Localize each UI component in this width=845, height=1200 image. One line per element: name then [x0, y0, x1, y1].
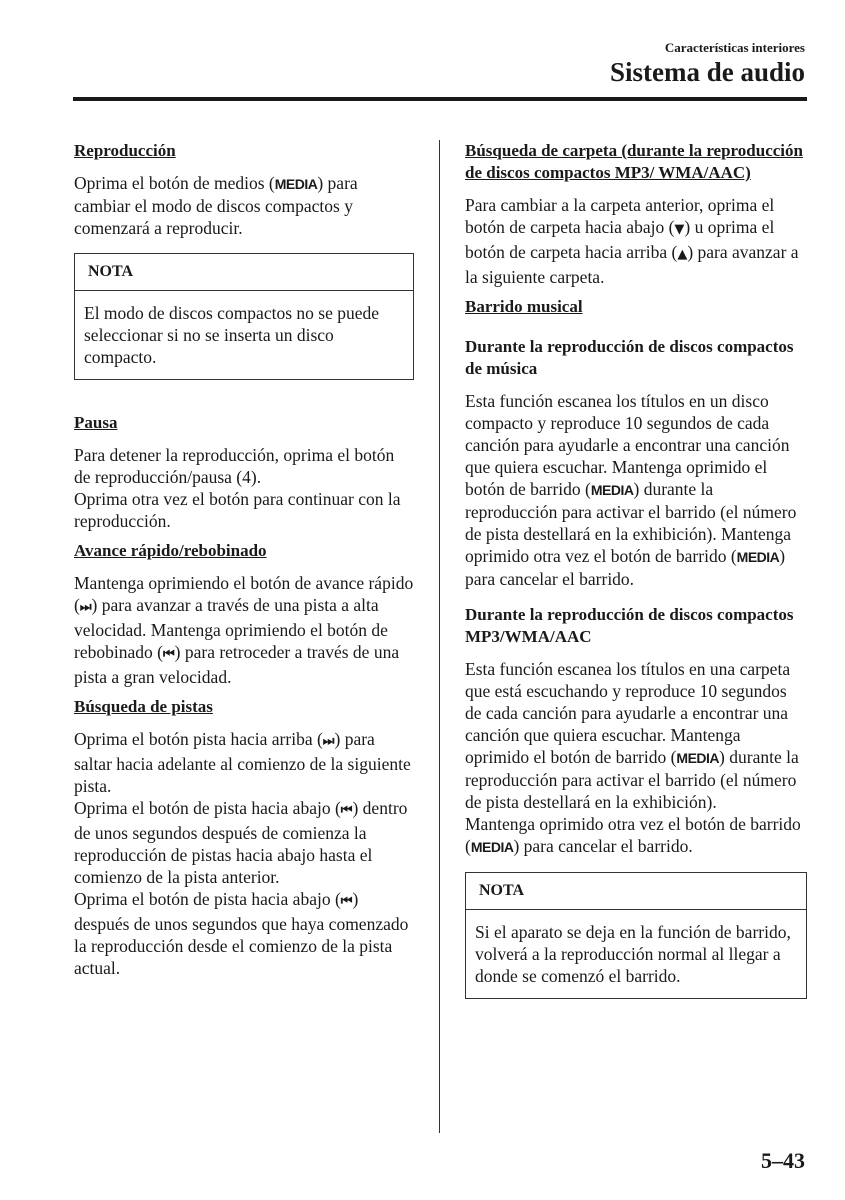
- subheading-cd-musica: Durante la reproducción de discos compactos de música: [465, 337, 794, 378]
- note-text: Si el aparato se deja en la función de barrido, volverá a la reproducción normal al llegar a donde se comenzó el barrido.: [475, 922, 791, 986]
- note-label: NOTA: [75, 254, 413, 291]
- prev-track-icon: ⏮: [162, 647, 175, 662]
- column-divider: [439, 140, 440, 1133]
- media-button-symbol: MEDIA: [470, 839, 514, 855]
- busqueda-text-2: Oprima el botón de pista hacia abajo (⏮) dentro de unos segundos después de comienza la reproducción de pistas hacia abajo hasta el comienzo de la pista anterior.: [74, 798, 408, 887]
- next-track-icon: ⏭: [79, 600, 92, 615]
- busqueda-text-1: Oprima el botón pista hacia arriba (⏭) para saltar hacia adelante al comienzo de la siguiente pista.: [74, 729, 411, 796]
- subheading-mp3: Durante la reproducción de discos compactos MP3/WMA/AAC: [465, 605, 794, 646]
- carpeta-text: Para cambiar a la carpeta anterior, oprima el botón de carpeta hacia abajo (▼) u oprima el botón de carpeta hacia arriba (▲) para avanzar a la siguiente carpeta.: [465, 195, 799, 287]
- page-number: 5–43: [761, 1148, 805, 1173]
- pausa-text: Para detener la reproducción, oprima el botón de reproducción/pausa (4).: [74, 445, 395, 487]
- note-box-barrido: [465, 872, 807, 999]
- note-label: NOTA: [466, 873, 806, 910]
- page-title: Sistema de audio: [609, 57, 805, 87]
- reproduccion-text: Oprima el botón de medios (MEDIA) para cambiar el modo de discos compactos y comenzará a reproducir.: [74, 173, 358, 238]
- heading-pausa: Pausa: [74, 413, 118, 432]
- heading-busqueda-pistas: Búsqueda de pistas: [74, 697, 213, 716]
- media-button-symbol: MEDIA: [274, 176, 318, 192]
- barrido-text-3: Mantenga oprimido otra vez el botón de barrido (MEDIA) para cancelar el barrido.: [465, 814, 801, 856]
- media-button-symbol: MEDIA: [736, 549, 780, 565]
- heading-barrido: Barrido musical: [465, 297, 583, 316]
- heading-reproduccion: Reproducción: [74, 141, 176, 160]
- note-box: [74, 253, 414, 380]
- prev-track-icon: ⏮: [340, 803, 353, 818]
- media-button-symbol: MEDIA: [590, 482, 634, 498]
- note-text: El modo de discos compactos no se puede seleccionar si no se inserta un disco compacto.: [84, 303, 380, 367]
- right-column: [465, 140, 807, 1019]
- busqueda-text-3: Oprima el botón de pista hacia abajo (⏮) después de unos segundos que haya comenzado la reproducción desde el comienzo de la pista actual.: [74, 889, 409, 978]
- prev-track-icon: ⏮: [340, 894, 353, 909]
- up-arrow-icon: ▲: [677, 247, 688, 262]
- pausa-text-2: Oprima otra vez el botón para continuar con la reproducción.: [74, 489, 401, 531]
- barrido-text-2: Esta función escanea los títulos en una carpeta que está escuchando y reproduce 10 segundos de cada canción para ayudarle a encontrar una canción que quiera escuchar. Mantenga oprimido el botón de barrido (MEDIA) durante la reproducción para activar el barrido (el número de pista destellará en la exhibición).: [465, 659, 799, 812]
- avance-text: Mantenga oprimiendo el botón de avance rápido (⏭) para avanzar a través de una pista a alta velocidad. Mantenga oprimiendo el botón de rebobinado (⏮) para retroceder a través de una pista a gran velocidad.: [74, 573, 414, 687]
- down-arrow-icon: ▼: [674, 222, 685, 237]
- header-rule: [73, 97, 807, 101]
- next-track-icon: ⏭: [322, 734, 335, 749]
- media-button-symbol: MEDIA: [676, 750, 720, 766]
- heading-avance: Avance rápido/rebobinado: [74, 541, 267, 560]
- section-label: Características interiores: [664, 40, 805, 55]
- heading-busqueda-carpeta: Búsqueda de carpeta (durante la reproducción de discos compactos MP3/ WMA/AAC): [465, 141, 803, 182]
- left-column: [74, 140, 414, 987]
- barrido-text-1: Esta función escanea los títulos en un disco compacto y reproduce 10 segundos de cada canción para ayudarle a encontrar una canción que quiera escuchar. Mantenga oprimido el botón de barrido (MEDIA) durante la reproducción para activar el barrido (el número de pista destellará en la exhibición). Mantenga oprimido otra vez el botón de barrido (MEDIA) para cancelar el barrido.: [465, 391, 797, 589]
